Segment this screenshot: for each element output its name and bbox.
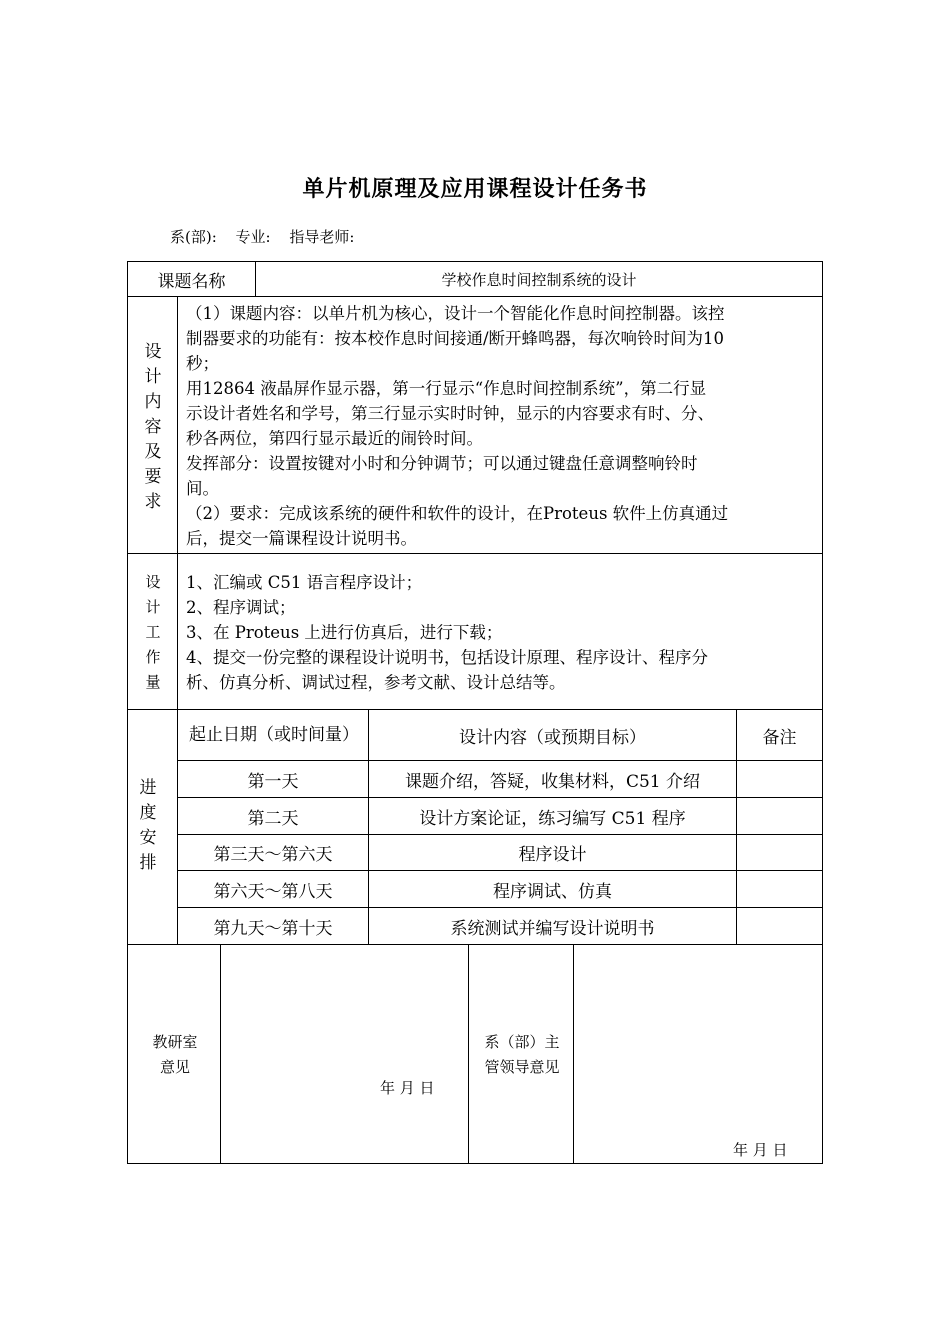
office-date: 年 月 日 (380, 1079, 435, 1097)
schedule-header-content: 设计内容（或预期目标） (459, 727, 646, 748)
requirements-line: 制器要求的功能有：按本校作息时间接通/断开蜂鸣器，每次响铃时间为10 (186, 329, 725, 348)
requirements-line: 示设计者姓名和学号，第三行显示实时时钟，显示的内容要求有时、分、 (186, 404, 714, 423)
schedule-content-cell: 设计方案论证，练习编写 C51 程序 (419, 808, 686, 829)
schedule-note-cell (737, 798, 822, 834)
col-divider (468, 944, 469, 1164)
row-divider (127, 944, 823, 945)
col-divider (220, 944, 221, 1164)
requirements-line: 秒各两位，第四行显示最近的闹铃时间。 (186, 429, 483, 448)
requirements-line: 秒； (186, 354, 219, 373)
schedule-note-cell (737, 761, 822, 797)
workload-line: 1、汇编或 C51 语言程序设计； (186, 573, 423, 592)
schedule-label: 进度安排 (139, 778, 157, 873)
schedule-content-cell: 系统测试并编写设计说明书 (450, 918, 655, 939)
schedule-date-cell: 第一天 (247, 771, 299, 792)
dept-date: 年 月 日 (733, 1141, 788, 1159)
workload-line: 4、提交一份完整的课程设计说明书，包括设计原理、程序设计、程序分 (186, 648, 708, 667)
topic-value: 学校作息时间控制系统的设计 (441, 270, 637, 289)
col-divider (573, 944, 574, 1164)
requirements-line: 间。 (186, 479, 219, 498)
workload-label: 设计工作量 (145, 573, 161, 691)
row-divider (127, 553, 823, 554)
meta-line (170, 226, 368, 247)
topic-label: 课题名称 (157, 271, 226, 292)
office-opinion-label: 教研室意见 (152, 1033, 198, 1076)
workload-line: 2、程序调试； (186, 598, 296, 617)
schedule-date-cell: 第六天～第八天 (213, 881, 333, 902)
requirements-label: 设计内容及要求 (144, 342, 162, 512)
requirements-text (186, 301, 818, 551)
schedule-note-cell (737, 908, 822, 944)
dept-opinion-label: 系（部）主管领导意见 (484, 1033, 560, 1076)
advisor-label: 指导老师: (289, 228, 355, 246)
document-title: 单片机原理及应用课程设计任务书 (302, 176, 648, 202)
schedule-content-cell: 课题介绍，答疑，收集材料，C51 介绍 (404, 771, 701, 792)
requirements-line: （1）课题内容：以单片机为核心，设计一个智能化作息时间控制器。该控 (186, 304, 725, 323)
row-divider (127, 296, 823, 297)
workload-line: 3、在 Proteus 上进行仿真后，进行下载； (186, 623, 503, 642)
schedule-note-cell (737, 871, 822, 907)
requirements-line: 后，提交一篇课程设计说明书。 (186, 529, 417, 548)
schedule-content-cell: 程序调试、仿真 (493, 881, 612, 902)
requirements-line: 发挥部分：设置按键对小时和分钟调节；可以通过键盘任意调整响铃时 (186, 454, 698, 473)
workload-line: 析、仿真分析、调试过程，参考文献、设计总结等。 (186, 673, 566, 692)
dept-label: 系(部): (170, 228, 217, 246)
requirements-line: 用12864 液晶屏作显示器，第一行显示“作息时间控制系统”，第二行显 (186, 379, 707, 398)
schedule-date-cell: 第三天～第六天 (213, 845, 333, 865)
schedule-header-date: 起止日期（或时间量） (189, 725, 359, 745)
schedule-content-cell: 程序设计 (518, 845, 587, 865)
requirements-line: （2）要求：完成该系统的硬件和软件的设计，在Proteus 软件上仿真通过 (186, 504, 729, 523)
schedule-date-cell: 第二天 (247, 808, 299, 829)
schedule-date-cell: 第九天～第十天 (213, 918, 333, 939)
schedule-header-note: 备注 (762, 727, 797, 748)
major-label: 专业: (235, 228, 271, 246)
workload-text (186, 570, 818, 695)
schedule-note-cell (737, 835, 822, 870)
